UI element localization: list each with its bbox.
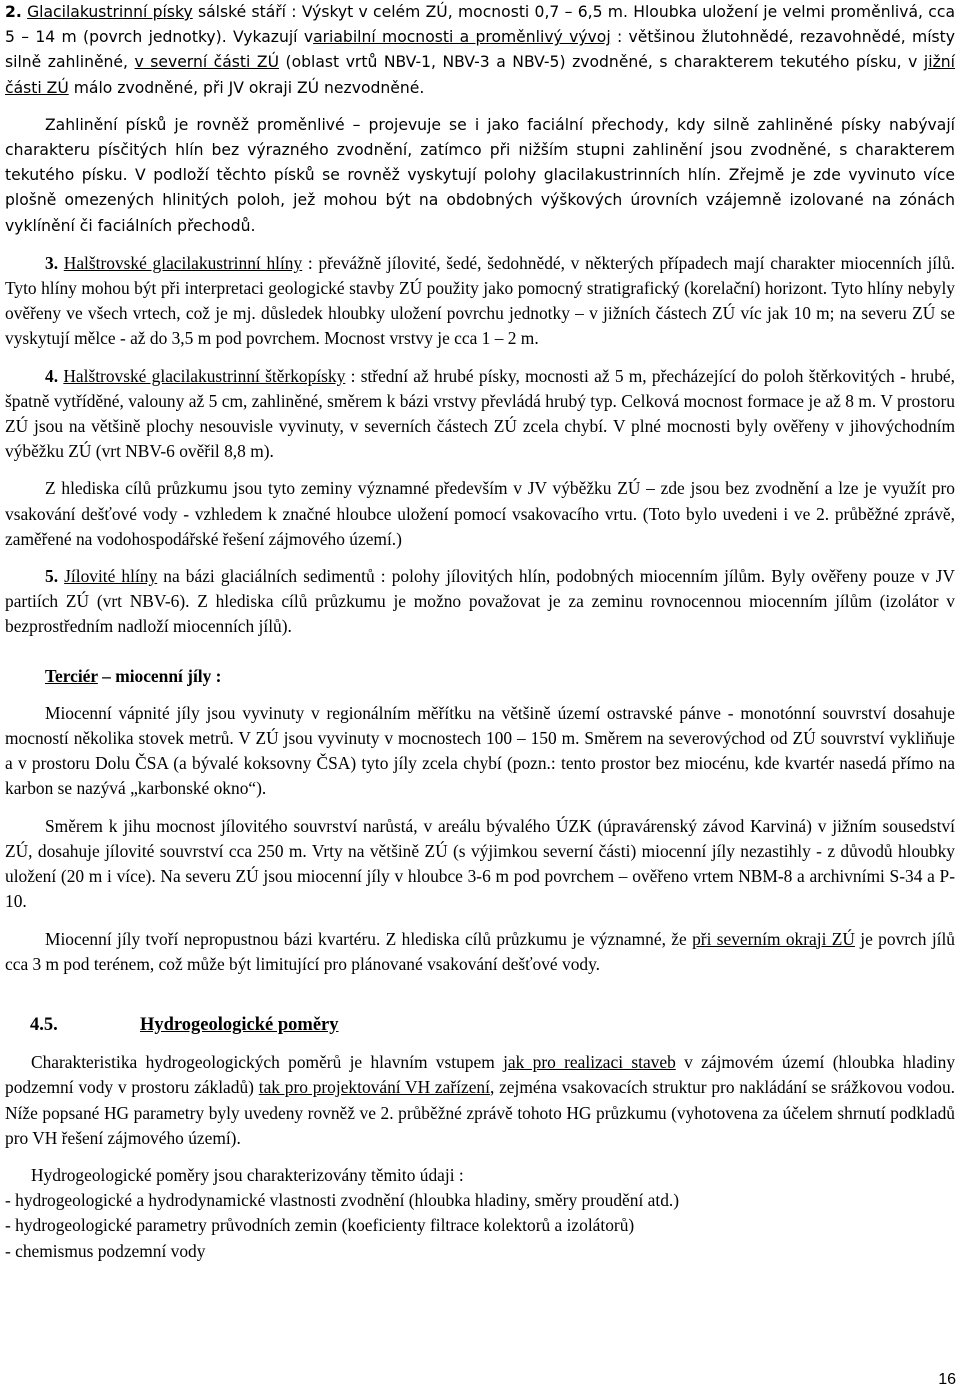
section-title: Hydrogeologické poměry: [140, 1014, 339, 1035]
tercier-paragraph-2: Směrem k jihu mocnost jílovitého souvrství narůstá, v areálu bývalého ÚZK (úpravárenský závod Karviná) v jižním sousedství ZÚ, dosahuje jílovité souvrství cca 250 m. Vrty na většině ZÚ (s výjimkou severní části) miocenní jíly nezastihly - z důvodů hloubky uložení (20 m i více). Na severu ZÚ jsou miocenní jíly v hloubce 3-6 m pod povrchem – ověřeno vrtem NBM-8 a archivními S-34 a P-10.: [5, 815, 955, 912]
section-heading: [30, 1013, 955, 1038]
paragraph-hlediska: Z hlediska cílů průzkumu jsou tyto zeminy významné především v JV výběžku ZÚ – zde jsou bez zvodnění a lze je využít pro vsakování dešťové vody - vzhledem k značné hloubce uložení pomocí vsakovacího vrtu. (Toto bylo uvedeni i ve 2. průběžné zprávě, zaměřené na vodohospodářské řešení zájmového území.): [5, 478, 955, 549]
item-5-paragraph: 5. Jílovité hlíny na bázi glaciálních sedimentů : polohy jílovitých hlín, podobných miocenním jílům. Byly ověřeny pouze v JV partiích ZÚ (vrt NBV-6). Z hlediska cílů průzkumu je možno považovat je za zeminu rovnocennou miocenním jílům (izolátor v bezprostředním nadloží miocenních jílů).: [5, 566, 955, 637]
item-3-title: Halštrovské glacilakustrinní hlíny: [63, 252, 303, 273]
item-3-number: 3.: [45, 252, 59, 273]
item-5-number: 5.: [45, 566, 59, 587]
paragraph-zahlineni: Zahlinění písků je rovněž proměnlivé – projevuje se i jako faciální přechody, kdy silně zahliněné písky nabývají charakteru písčitých hlín bez výrazného zvodnění, zatímco při nižším stupni zahlinění jsou zvodněné, s charakterem tekutého písku. V podloží těchto písků se rovněž vyskytují polohy glacilakustrinních hlín. Zřejmě je zde vyvinuto více plošně omezených hlinitých poloh, jež mohou být na obdobných výškových úrovních vzájemně izolované na zónách vyklínění či faciálních přechodů.: [5, 115, 955, 235]
item-3-paragraph: 3. Halštrovské glacilakustrinní hlíny : převážně jílovité, šedé, šedohnědé, v některých případech mají charakter miocenních jílů. Tyto hlíny mohou být při interpretaci geologické stavby ZÚ použity jako pomocný stratigrafický (korelační) horizont. Tyto hlíny nebyly ověřeny ve všech vrtech, což je mj. důsledek hloubky uložení povrchu jednotky – v jižních částech ZÚ víc jak 10 m; na severu ZÚ se vyskytují mělce - až do 3,5 m pod povrchem. Mocnost vrstvy je cca 1 – 2 m.: [5, 252, 955, 349]
section-list: [5, 1188, 955, 1264]
section-paragraph-1: Charakteristika hydrogeologických poměrů je hlavním vstupem jak pro realizaci staveb v zájmovém území (hloubka hladiny podzemní vody v prostoru základů) tak pro projektování VH zařízení, zejména vsakovacích struktur pro nakládání se srážkovou vodou. Níže popsané HG parametry byly uvedeny rovněž ve 2. průběžné zprávě tohoto HG průzkumu (vyhotovena za účelem shrnutí podkladů pro VH řešení zájmového území).: [5, 1052, 956, 1148]
tercier-paragraph-3: Miocenní jíly tvoří nepropustnou bázi kvartéru. Z hlediska cílů průzkumu je významné, že při severním okraji ZÚ je povrch jílů cca 3 m pod terénem, což může být limitující pro plánované vsakování dešťové vody.: [5, 928, 956, 974]
list-item: - chemismus podzemní vody: [5, 1240, 206, 1261]
item-2-paragraph: 2. Glacilakustrinní písky sálské stáří : Výskyt v celém ZÚ, mocnosti 0,7 – 6,5 m. Hloubka uložení je velmi proměnlivá, cca 5 – 14 m (povrch jednotky). Vykazují variabilní mocnosti a proměnlivý vývoj : většinou žlutohnědé, rezavohnědé, místy silně zahliněné, v severní části ZÚ (oblast vrtů NBV-1, NBV-3 a NBV-5) zvodněné, s charakterem tekutého písku, v jižní části ZÚ málo zvodněné, při JV okraji ZÚ nezvodněné.: [5, 3, 955, 97]
page-number: 16: [938, 1371, 956, 1388]
tercier-paragraph-1: Miocenní vápnité jíly jsou vyvinuty v regionálním měřítku na většině území ostravské pánve - monotónní souvrství dosahuje mocností několika stovek metrů. V ZÚ jsou vyvinuty v mocnostech 100 – 150 m. Směrem na severovýchod od ZÚ souvrství vykliňuje a v prostoru Dolu ČSA (a bývalé koksovny ČSA) tyto jíly zcela chybí (pozn.: tento prostor bez miocénu, kde kvartér nasedá přímo na karbon se nazývá „karbonské okno“).: [5, 702, 955, 799]
list-item: - hydrogeologické parametry průvodních zemin (koeficienty filtrace kolektorů a izolátorů): [5, 1215, 635, 1236]
item-4-number: 4.: [45, 365, 59, 386]
item-4-paragraph: 4. Halštrovské glacilakustrinní štěrkopísky : střední až hrubé písky, mocnosti až 5 m, přecházející do poloh štěrkovitých - hrubé, špatně vytříděné, valouny až 5 cm, zahliněné, směrem k bázi vrstvy převládá hrubý typ. Celková mocnost formace je až 8 m. V prostoru ZÚ jsou na většině plochy nesouvisle vyvinuty, v severních částech ZÚ zcela chybí. V plné mocnosti byly ověřeny v jihovýchodním výběžku ZÚ (vrt NBV-6 ověřil 8,8 m).: [5, 365, 955, 462]
item-4-title: Halštrovské glacilakustrinní štěrkopísky: [63, 365, 346, 386]
tercier-heading: Terciér – miocenní jíly :: [45, 665, 222, 686]
section-paragraph-2: Hydrogeologické poměry jsou charakterizovány těmito údaji :: [31, 1164, 464, 1185]
item-2-number: 2.: [5, 3, 22, 21]
document-page: [5, 0, 955, 1264]
section-number: 4.5.: [30, 1014, 58, 1035]
list-item: - hydrogeologické a hydrodynamické vlastnosti zvodnění (hloubka hladiny, směry proudění atd.): [5, 1190, 680, 1211]
item-5-title: Jílovité hlíny: [64, 566, 158, 587]
item-2-title: Glacilakustrinní písky: [27, 3, 193, 21]
